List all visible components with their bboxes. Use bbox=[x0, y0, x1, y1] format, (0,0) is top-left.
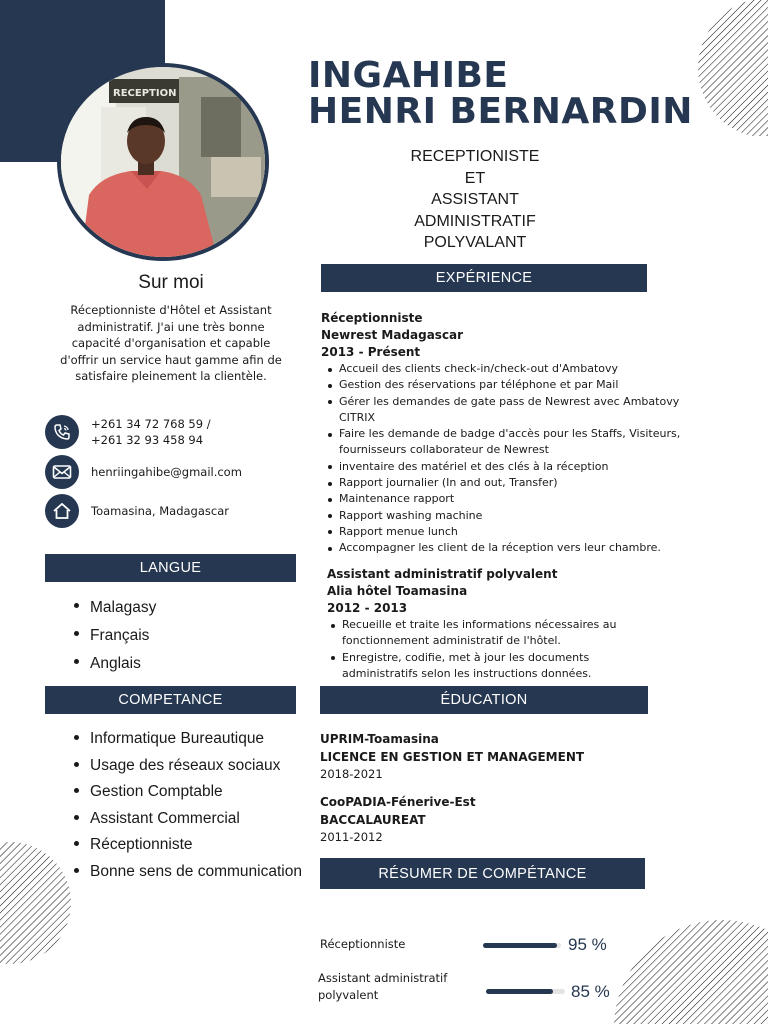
about-text: Réceptionniste d'Hôtel et Assistant administratif. J'ai une très bonne capacité d'organisation et capable d'offrir un service haut gamme afin de satisfaire pleinement la clientèle. bbox=[60, 303, 282, 383]
task-item: Maintenance rapport bbox=[326, 491, 718, 507]
skill-level-bar bbox=[486, 989, 565, 994]
experience-entry bbox=[327, 566, 667, 682]
mail-icon bbox=[45, 455, 79, 489]
task-item: Rapport menue lunch bbox=[326, 524, 718, 540]
home-address: Toamasina, Madagascar bbox=[91, 504, 229, 518]
task-item: Accompagner les client de la réception vers leur chambre. bbox=[326, 540, 718, 556]
school-name: UPRIM-Toamasina bbox=[320, 732, 439, 746]
task-item: Rapport journalier (In and out, Transfer) bbox=[326, 475, 718, 491]
job-company: Newrest Madagascar bbox=[321, 328, 464, 342]
education-years: 2011-2012 bbox=[320, 830, 383, 844]
section-header-competance: COMPETANCE bbox=[45, 686, 296, 714]
list-item: Anglais bbox=[72, 650, 156, 678]
list-item: Bonne sens de communication bbox=[72, 859, 302, 886]
hatched-circle-decoration-left bbox=[0, 842, 72, 964]
job-period: 2012 - 2013 bbox=[327, 601, 408, 615]
reception-sign-text: RECEPTION bbox=[113, 88, 177, 99]
contact-address bbox=[45, 494, 229, 528]
phone-numbers: +261 34 72 768 59 / +261 32 93 458 94 bbox=[91, 417, 211, 447]
profile-photo bbox=[57, 63, 269, 261]
degree-name: LICENCE EN GESTION ET MANAGEMENT bbox=[320, 749, 585, 764]
job-role: Assistant administratif polyvalent bbox=[327, 567, 558, 581]
skill-percent: 95 % bbox=[568, 935, 607, 954]
skill-level-fill bbox=[483, 943, 557, 948]
job-role: Réceptionniste bbox=[321, 311, 423, 325]
job-period: 2013 - Présent bbox=[321, 345, 421, 359]
email-address: henriingahibe@gmail.com bbox=[91, 465, 242, 479]
job-tasks bbox=[326, 361, 718, 557]
list-item: Gestion Comptable bbox=[72, 779, 302, 806]
experience-entry bbox=[321, 310, 721, 557]
section-header-langue: LANGUE bbox=[45, 554, 296, 582]
full-name bbox=[308, 55, 748, 132]
home-icon bbox=[45, 494, 79, 528]
list-item: Français bbox=[72, 622, 156, 650]
list-item: Malagasy bbox=[72, 594, 156, 622]
task-item: Accueil des clients check-in/check-out d'Ambatovy bbox=[326, 361, 718, 377]
skill-summary-label: Réceptionniste bbox=[320, 937, 406, 951]
skill-percent: 85 % bbox=[571, 982, 610, 1001]
contact-phone bbox=[45, 415, 211, 449]
task-item: Gérer les demandes de gate pass de Newrest avec Ambatovy CITRIX bbox=[326, 394, 718, 427]
task-item: Faire les demande de badge d'accès pour les Staffs, Visiteurs, fournisseurs collaborateur de Newrest bbox=[326, 426, 718, 459]
list-item: Réceptionniste bbox=[72, 832, 302, 859]
task-item: inventaire des matériel et des clés à la réception bbox=[326, 459, 718, 475]
task-item: Recueille et traite les informations nécessaires au fonctionnement administratif de l'hôtel. bbox=[329, 617, 659, 650]
job-company: Alia hôtel Toamasina bbox=[327, 584, 468, 598]
name-line-2: HENRI BERNARDIN bbox=[308, 91, 693, 132]
phone-icon bbox=[45, 415, 79, 449]
task-item: Rapport washing machine bbox=[326, 508, 718, 524]
job-title bbox=[385, 146, 565, 254]
job-title-line: ASSISTANT bbox=[431, 191, 519, 208]
education-years: 2018-2021 bbox=[320, 767, 383, 781]
skill-level-fill bbox=[486, 989, 553, 994]
section-header-skill-summary: RÉSUMER DE COMPÉTANCE bbox=[320, 858, 645, 889]
job-title-line: RECEPTIONISTE bbox=[410, 148, 540, 165]
job-title-line: POLYVALANT bbox=[423, 234, 527, 251]
skills-list bbox=[72, 726, 302, 885]
name-line-1: INGAHIBE bbox=[308, 55, 509, 96]
contact-email bbox=[45, 455, 242, 489]
skill-summary-label: Assistant administratif polyvalent bbox=[318, 971, 448, 1002]
section-header-education: ÉDUCATION bbox=[320, 686, 648, 714]
languages-list bbox=[72, 594, 156, 678]
education-entry bbox=[320, 731, 584, 784]
job-title-line: ADMINISTRATIF bbox=[414, 212, 536, 230]
list-item: Usage des réseaux sociaux bbox=[72, 753, 302, 780]
task-item: Gestion des réservations par téléphone et par Mail bbox=[326, 377, 718, 393]
hatched-circle-decoration-bottom-right bbox=[612, 918, 768, 1024]
job-tasks bbox=[329, 617, 659, 682]
education-entry bbox=[320, 794, 476, 847]
school-name: CooPADIA-Fénerive-Est bbox=[320, 795, 476, 809]
degree-name: BACCALAUREAT bbox=[320, 812, 426, 827]
task-item: Enregistre, codifie, met à jour les documents administratifs selon les instructions données. bbox=[329, 650, 659, 683]
list-item: Assistant Commercial bbox=[72, 806, 302, 833]
list-item: Informatique Bureautique bbox=[72, 726, 302, 753]
skill-level-bar bbox=[483, 943, 561, 948]
section-header-experience: EXPÉRIENCE bbox=[321, 264, 647, 292]
job-title-line: ET bbox=[464, 169, 486, 187]
about-heading: Sur moi bbox=[138, 272, 204, 293]
